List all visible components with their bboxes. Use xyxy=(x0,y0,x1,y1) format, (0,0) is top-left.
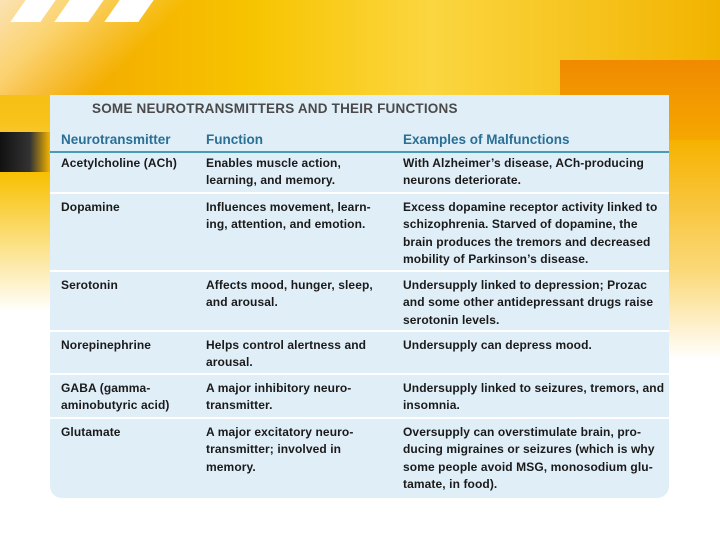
row-dopamine-malfunction: Excess dopamine receptor activity linked to schizophrenia. Starved of dopamine, the brain produces the tremors and decreased mobility of Parkinson’s disease. xyxy=(403,200,658,266)
row-gaba-name: GABA (gamma-aminobutyric acid) xyxy=(61,381,170,413)
row-serotonin-name: Serotonin xyxy=(61,278,118,292)
row-serotonin-malfunction: Undersupply linked to depression; Prozac and some other antidepressant drugs raise serotonin levels. xyxy=(403,278,654,327)
row-acetylcholine-malfunction: With Alzheimer’s disease, ACh-producing neurons deteriorate. xyxy=(403,156,644,188)
column-header-malfunctions: Examples of Malfunctions xyxy=(403,132,570,147)
background-right-glow xyxy=(668,140,720,360)
row-divider xyxy=(50,192,669,194)
row-serotonin-function: Affects mood, hunger, sleep, and arousal. xyxy=(206,278,373,310)
row-glutamate-function: A major excitatory neuro-transmitter; involved in memory. xyxy=(206,425,354,474)
row-dopamine-name: Dopamine xyxy=(61,200,120,214)
row-gaba-function: A major inhibitory neuro-transmitter. xyxy=(206,381,352,413)
row-acetylcholine-name: Acetylcholine (ACh) xyxy=(61,156,177,170)
header-rule xyxy=(50,151,669,153)
column-header-neurotransmitter: Neurotransmitter xyxy=(61,132,171,147)
row-norepinephrine-malfunction: Undersupply can depress mood. xyxy=(403,338,592,352)
column-header-function: Function xyxy=(206,132,263,147)
row-divider xyxy=(50,373,669,375)
row-acetylcholine-function: Enables muscle action, learning, and memory. xyxy=(206,156,341,188)
background-left-glow xyxy=(0,172,50,312)
neurotransmitter-table xyxy=(50,95,669,498)
row-glutamate-malfunction: Oversupply can overstimulate brain, pro-ducing migraines or seizures (which is why some people avoid MSG, monosodium glu-tamate, in food). xyxy=(403,425,655,491)
background-left-bar xyxy=(0,132,50,172)
row-divider xyxy=(50,417,669,419)
row-gaba-malfunction: Undersupply linked to seizures, tremors, and insomnia. xyxy=(403,381,665,413)
row-glutamate-name: Glutamate xyxy=(61,425,121,439)
row-norepinephrine-name: Norepinephrine xyxy=(61,338,152,352)
row-norepinephrine-function: Helps control alertness and arousal. xyxy=(206,338,367,370)
row-divider xyxy=(50,270,669,272)
table-title: SOME NEUROTRANSMITTERS AND THEIR FUNCTIONS xyxy=(92,101,458,116)
row-dopamine-function: Influences movement, learn-ing, attention, and emotion. xyxy=(206,200,371,232)
row-divider xyxy=(50,330,669,332)
